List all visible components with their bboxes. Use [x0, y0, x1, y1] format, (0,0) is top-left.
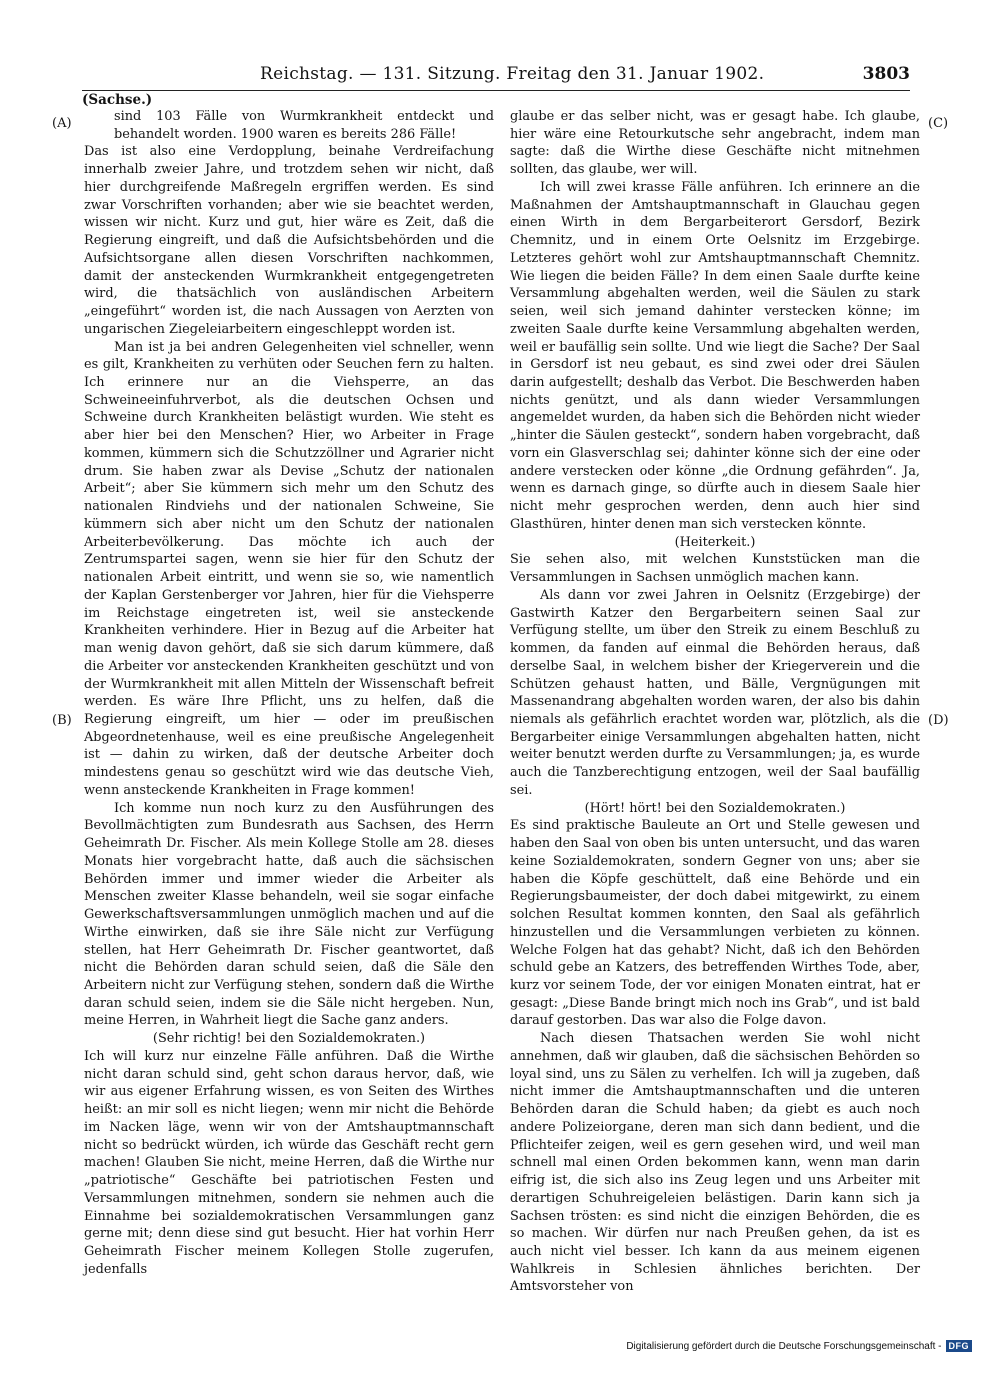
- margin-marker-c: (C): [928, 116, 949, 131]
- paragraph: sind 103 Fälle von Wurmkrankheit entdeckt und behandelt worden. 1900 waren es bereits 286 Fälle!: [114, 109, 494, 142]
- margin-marker-b: (B): [52, 713, 72, 728]
- paragraph: Es sind praktische Bauleute an Ort und Stelle gewesen und haben den Saal von oben bis unten untersucht, und das waren keine Sozialdemokraten, sondern Gegner von uns; aber sie haben die Köpfe geschüttelt, daß eine Behörde und ein Regierungsbaumeister, der doch dabei mitgewirkt, zu einem solchen Resultat kommen konnten, den Saal als gefährlich hinzustellen und die Versammlungen verbieten zu können. Welche Folgen hat das gehabt? Nicht, daß ich den Behörden schuld gebe an Katzers, des betreffenden Wirthes Tode, aber, kurz vor seinem Tode, der vor einigen Monaten eintrat, hat er gesagt: „Diese Bande bringt mich noch ins Grab“, und ist bald darauf gestorben. Das war also die Folge davon.: [510, 818, 920, 1029]
- left-column: [84, 108, 494, 1278]
- interjection: (Hört! hört! bei den Sozialdemokraten.): [584, 800, 846, 816]
- paragraph: Ich komme nun noch kurz zu den Ausführungen des Bevollmächtigten zum Bundesrath aus Sachsen, des Herrn Geheimrath Dr. Fischer. Als mein Kollege Stolle am 28. dieses Monats hier vorgebracht hatte, daß auch die sächsischen Behörden immer und immer wieder die Arbeiter als Menschen zweiter Klasse behandeln, weil sie sogar einfache Gewerkschaftsversammlungen unmöglich machen und auf die Wirthe einwirken, daß sie ihre Säle nicht zur Verfügung stellen, hat Herr Geheimrath Dr. Fischer geantwortet, daß nicht die Behörden daran schuld seien, daß die Säle den Arbeitern nicht zur Verfügung stehen, sondern daß die Wirthe daran schuld seien, indem sie die Säle nicht hergeben. Nun, meine Herren, in Wahrheit liegt die Sache ganz anders.: [84, 800, 494, 1029]
- paragraph: Als dann vor zwei Jahren in Oelsnitz (Erzgebirge) der Gastwirth Katzer den Bergarbeitern seinen Saal zur Verfügung stellte, um über den Streik zu einem Beschluß zu kommen, da fanden auf einmal die Behörden heraus, daß derselbe Saal, in welchem bisher der Kriegerverein und die Schützen gehaust hatten, und Bälle, Vergnügungen mit Massenandrang abgehalten worden waren, der also bis dahin niemals als gefährlich erachtet worden war, plötzlich, als die Bergarbeiter einige Versammlungen abgehalten hatten, nicht weiter benutzt werden durfte zu Versammlungen; ja, es wurde auch die Tanzberechtigung entzogen, weil der Saal baufällig sei.: [510, 587, 920, 798]
- running-title: Reichstag. — 131. Sitzung. Freitag den 31. Januar 1902.: [260, 64, 765, 84]
- page-header: [82, 62, 910, 91]
- paragraph: glaube er das selber nicht, was er gesagt habe. Ich glaube, hier wäre eine Retourkutsche sehr angebracht, indem man sagte: daß die Wirthe diese Geschäfte nicht mitnehmen sollten, das glaube, wer will.: [510, 109, 920, 178]
- paragraph: Das ist also eine Verdopplung, beinahe Verdreifachung innerhalb zweier Jahre, und trotzdem sehen wir nicht, daß hier durchgreifende Maßregeln ergriffen werden. Es sind zwar Vorschriften vorhanden; aber wie sie beachtet werden, wissen wir nicht. Kurz und gut, hier wäre es Zeit, daß die Regierung eingreift, und daß die Aufsichtsbehörden und die Aufsichtsorgane allen diesen Vorschriften nachkommen, damit der ansteckenden Wurmkrankheit entgegengetreten wird, die thatsächlich von ausländischen Arbeitern „eingeführt“ worden ist, die nach Aussagen von Aerzten von ungarischen Ziegeleiarbeitern eingeschleppt worden ist.: [84, 144, 494, 337]
- page-number: 3803: [862, 64, 910, 84]
- speaker-label: (Sachse.): [82, 92, 153, 108]
- digitization-footer: [626, 1340, 972, 1352]
- interjection: (Heiterkeit.): [674, 534, 756, 550]
- paragraph: Ich will kurz nur einzelne Fälle anführen. Daß die Wirthe nicht daran schuld sind, geht schon daraus hervor, daß, wie wir aus eigener Erfahrung wissen, es von Seiten des Wirthes heißt: an mir soll es nicht liegen; wenn mir nicht die Behörde im Nacken läge, wenn wir von der Amtshauptmannschaft nicht so bedrückt würden, ich würde das Geschäft recht gern machen! Glauben Sie nicht, meine Herren, daß die Wirthe nur „patriotische“ Geschäfte bei patriotischen Festen und Versammlungen mitnehmen, sondern sie nehmen auch die Einnahme bei sozialdemokratischen Versammlungen ganz gerne mit; denn diese sind gut besucht. Hier hat vorhin Herr Geheimrath Fischer meinem Kollegen Stolle zugerufen, jedenfalls: [84, 1048, 494, 1277]
- paragraph: Man ist ja bei andren Gelegenheiten viel schneller, wenn es gilt, Krankheiten zu verhüten oder Seuchen fern zu halten. Ich erinnere nur an die Viehsperre, an das Schweineeinfuhrverbot, als die deutschen Ochsen und Schweine durch Krankheiten belästigt wurden. Wie steht es aber hier bei den Menschen? Hier, wo Arbeiter in Frage kommen, kümmern sich die Schutzzöllner und Agrarier nicht drum. Sie haben zwar als Devise „Schutz der nationalen Arbeit“; aber Sie kümmern sich mehr um den Schutz des nationalen Rindviehs und der nationalen Schweine, Sie kümmern sich aber nicht um den Schutz der nationalen Arbeiterbevölkerung. Das möchte ich auch der Zentrumspartei sagen, wenn sie hier für den Schutz der nationalen Arbeit eintritt, und wenn sie so, wie namentlich der Kaplan Gerstenberger vor Jahren, hier für die Viehsperre im Reichstage eingetreten ist, weil sie ansteckende Krankheiten verhindere. Hier in Bezug auf die Arbeiter hat man wenig davon gehört, daß sie sich darum kümmere, daß die Arbeiter vor ansteckenden Krankheiten geschützt und von der Wurmkrankheit mit allen Mitteln der Wissenschaft befreit werden. Es wäre Ihre Pflicht, uns zu helfen, daß die Regierung eingreift, um hier — oder im preußischen Abgeordnetenhause, weil es eine preußische Angelegenheit ist — dahin zu wirken, daß der deutsche Arbeiter doch mindestens genau so geschützt wird wie das deutsche Vieh, wenn ansteckende Krankheiten in Frage kommen!: [84, 339, 494, 798]
- footer-text: Digitalisierung gefördert durch die Deutsche Forschungsgemeinschaft -: [626, 1340, 942, 1352]
- paragraph: Ich will zwei krasse Fälle anführen. Ich erinnere an die Maßnahmen der Amtshauptmannschaft in Glauchau gegen einen Wirth in dem Bergarbeiterort Gersdorf, Bezirk Chemnitz, und in einem Orte Oelsnitz im Erzgebirge. Letzteres gehört wohl zur Amtshauptmannschaft Chemnitz. Wie liegen die beiden Fälle? In dem einen Saale durfte keine Versammlung abgehalten werden, weil die Säulen zu stark seien, weil sich jemand dahinter verstecken könne; im zweiten Saale durfte keine Versammlung abgehalten werden, weil er baufällig sein sollte. Und wie liegt die Sache? Der Saal in Gersdorf ist neu gebaut, es sind zwei oder drei Säulen darin aufgestellt; deshalb das Verbot. Die Beschwerden haben nichts genützt, und als dann wieder Versammlungen angemeldet wurden, da haben sich die Behörden nicht wieder „hinter die Säulen gesteckt“, sondern haben vorgebracht, daß vorn ein Glasverschlag sei; dahinter könne sich der eine oder andere verstecken oder könne „die Ordnung gefährden“. Ja, wenn es darnach ginge, so dürfte auch in diesem Saale hier nicht mehr gesprochen werden, denn auch hier sind Glasthüren, hinter denen man sich verstecken könnte.: [510, 179, 920, 532]
- dfg-logo-icon: DFG: [946, 1340, 973, 1352]
- paragraph: Sie sehen also, mit welchen Kunststücken man die Versammlungen in Sachsen unmöglich machen kann.: [510, 552, 920, 586]
- interjection: (Sehr richtig! bei den Sozialdemokraten.): [152, 1031, 426, 1047]
- margin-marker-a: (A): [52, 116, 72, 131]
- right-column: [510, 108, 920, 1296]
- paragraph: Nach diesen Thatsachen werden Sie wohl nicht annehmen, daß wir glauben, daß die sächsischen Behörden so loyal sind, uns zu Sälen zu verhelfen. Ich will ja zugeben, daß nicht immer die Amtshauptmannschaften und die unteren Behörden daran die Schuld haben; da giebt es auch noch andere Polizeiorgane, deren man sich dann bedient, und die Pflichteifer zeigen, weil es gern gesehen wird, und weil man schnell mal einen Orden bekommen kann, wenn man darin eifrig ist, die sich also ins Zeug legen und uns Arbeiter mit derartigen Schuhreigeleien belästigen. Darin kann sich ja Sachsen trösten: es sind nicht die einzigen Behörden, die es so machen. Wir dürfen nur nach Preußen gehen, da ist es auch nicht viel besser. Ich kann da aus meinem eigenen Wahlkreis in Schlesien ähnliches berichten. Der Amtsvorsteher von: [510, 1031, 920, 1295]
- margin-marker-d: (D): [928, 713, 949, 728]
